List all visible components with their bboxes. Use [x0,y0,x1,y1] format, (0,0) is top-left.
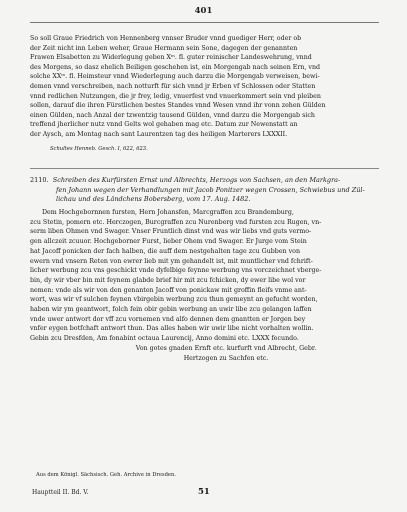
section-divider [30,168,379,169]
document-heading [30,176,382,205]
letter-line: hat Jacoff ponicken der fach halben, die auff dem nestgehalten tage zcu Gubben von [30,247,301,255]
paragraph-1-line: vnnd redlichen Nutzungen, die jr frey, ledig, vnuerfest vnd vnuerkommert sein vnd pleiben [30,92,321,100]
letter-line: gen allczeit zcuuor. Hochgeborner Furst, lieber Ohem vnd Swager. Er Jurge vom Stein [30,238,307,246]
heading-line-1 [30,176,382,186]
signature-line: Von gotes gnaden Ernft etc. kurfurft vnd Albrecht, Gebr. [135,344,317,352]
paragraph-1-line: So soll Graue Friedrich von Hennenberg vnnser Bruder vnnd guediger Herr, oder ob [30,35,302,42]
signature-line: Hertzogen zu Sachfen etc. [183,354,269,362]
header-rule [30,22,379,23]
footer-volume: Hauptteil II. Bd. V. [32,489,89,496]
letter-line: nemen: vnde als wir von den genanten Jacoff von ponickaw mit groffin fleifs vnme ant- [30,286,307,294]
letter-line: ewern vnd vnsern Reten von ewrer lieb mit ym gehandelt ist, mit muntlicher vnd fchrift- [30,257,313,265]
heading-line: fen Johann wegen der Verhandlungen mit Jacob Ponitzer wegen Crossen, Schwiebus und Zül- [56,185,365,194]
paragraph-1-line: solche XXᵐ. fl. Heimsteur vnnd Wiederlegung auch darzu die Morgengab verweisen, bewi- [30,73,320,81]
paragraph-1-line: einen Gülden, nach Anzal der tzwentzig tausend Gülden, vnnd darzu die Morgengab sich [30,111,315,119]
paragraph-1-line: der Zeit nicht inn Leben weher, Graue Hermann sein Sone, dagegen der genannten [30,44,298,52]
letter-line: serm liben Ohmen vnd Swager. Vnser Fruntlich dinst vnd was wir liebs vnd guts vermo- [30,228,312,236]
paragraph-1-line: Frawen Elsabetten zu Widerlegung geben Xᵐ. fl. guter reinischer Landeswehrung, vnnd [30,54,312,62]
archive-note: Aus dem Königl. Sächsisch. Geh. Archive in Dresden. [36,472,176,478]
letter-line: bin, dy wir vber bin mit feynem glabde brief hir mit zcu fchicken, dy ewer libe wol vor [30,276,306,284]
heading-text: Schreiben des Kurfürsten Ernst und Albrechts, Herzogs von Sachsen, an den Markgra- [52,176,341,184]
letter-line: zcu Stetin, pomern etc. Herczogen, Burcgraffen zcu Nurenberg vnd fursten zcu Rugen, vn- [30,218,322,226]
letter-body [30,208,382,363]
paragraph-1-line: des Morgens, so dasz ehelich Beiligen geschehen ist, ein Morgengab nach seinen Ern, vnd [30,63,321,71]
letter-line: Dem Hochgebornnen fursten, Hern Johansfen, Marcgraffen zcu Brandemburg, [42,209,294,216]
letter-line: vnfer eygen botfchaft antwort thun. Das alles haben wir uwir libe nicht vorhalten wollin. [30,325,314,333]
paragraph-1-line: der Aysch, am Montag nach sant Laurentzen tag des heiligen Marterers LXXXII. [30,130,288,138]
paragraph-1-line: treffend jherlicher nutz vnnd Gelts wol gehaben mag etc. Datum zur Newenstatt an [30,121,298,129]
letter-line: Gebin zcu Dresfden, Am fonabint octaua Laurencij, Anno domini etc. LXXX fecundo. [30,335,299,343]
document-number: 2110. [30,176,49,184]
source-citation: Schultes Henneb. Gesch. I, 622, 623. [50,146,148,152]
paragraph-1-line: sollen, darauf die ihren Fürstlichen bestes Standes vnnd Wesen vnnd ihr vonn zehen Gülden [30,102,326,110]
letter-line: wort, was wir vf sulchen feynen vbirgebin werbung zcu thun gemeynt an gefucht worden, [30,296,318,304]
letter-line: haben wir ym geantwort, folch fein obir gebin werbung an uwir libe zcu gelangen laffen [30,306,312,314]
letter-line: licher werbung zcu vns geschickt vnde dyfelbige feynne werbung vns vorczeichnet vberge- [30,267,322,275]
footer-page-number: 51 [198,487,210,497]
paragraph-1-line: demen vnnd verschreiben, nach notturft für sich vnnd jr Erben vf Schlossen oder Statten [30,82,316,90]
heading-line: lichau und des Ländchens Bobersberg, vom 17. Aug. 1482. [56,195,251,204]
letter-line: vnde uwer antwort dor vff zcu vornemen vnd alfo dennen dem gnantten er Jorgen bey [30,315,306,323]
page-number-top: 401 [194,6,213,16]
paragraph-1 [30,34,381,140]
